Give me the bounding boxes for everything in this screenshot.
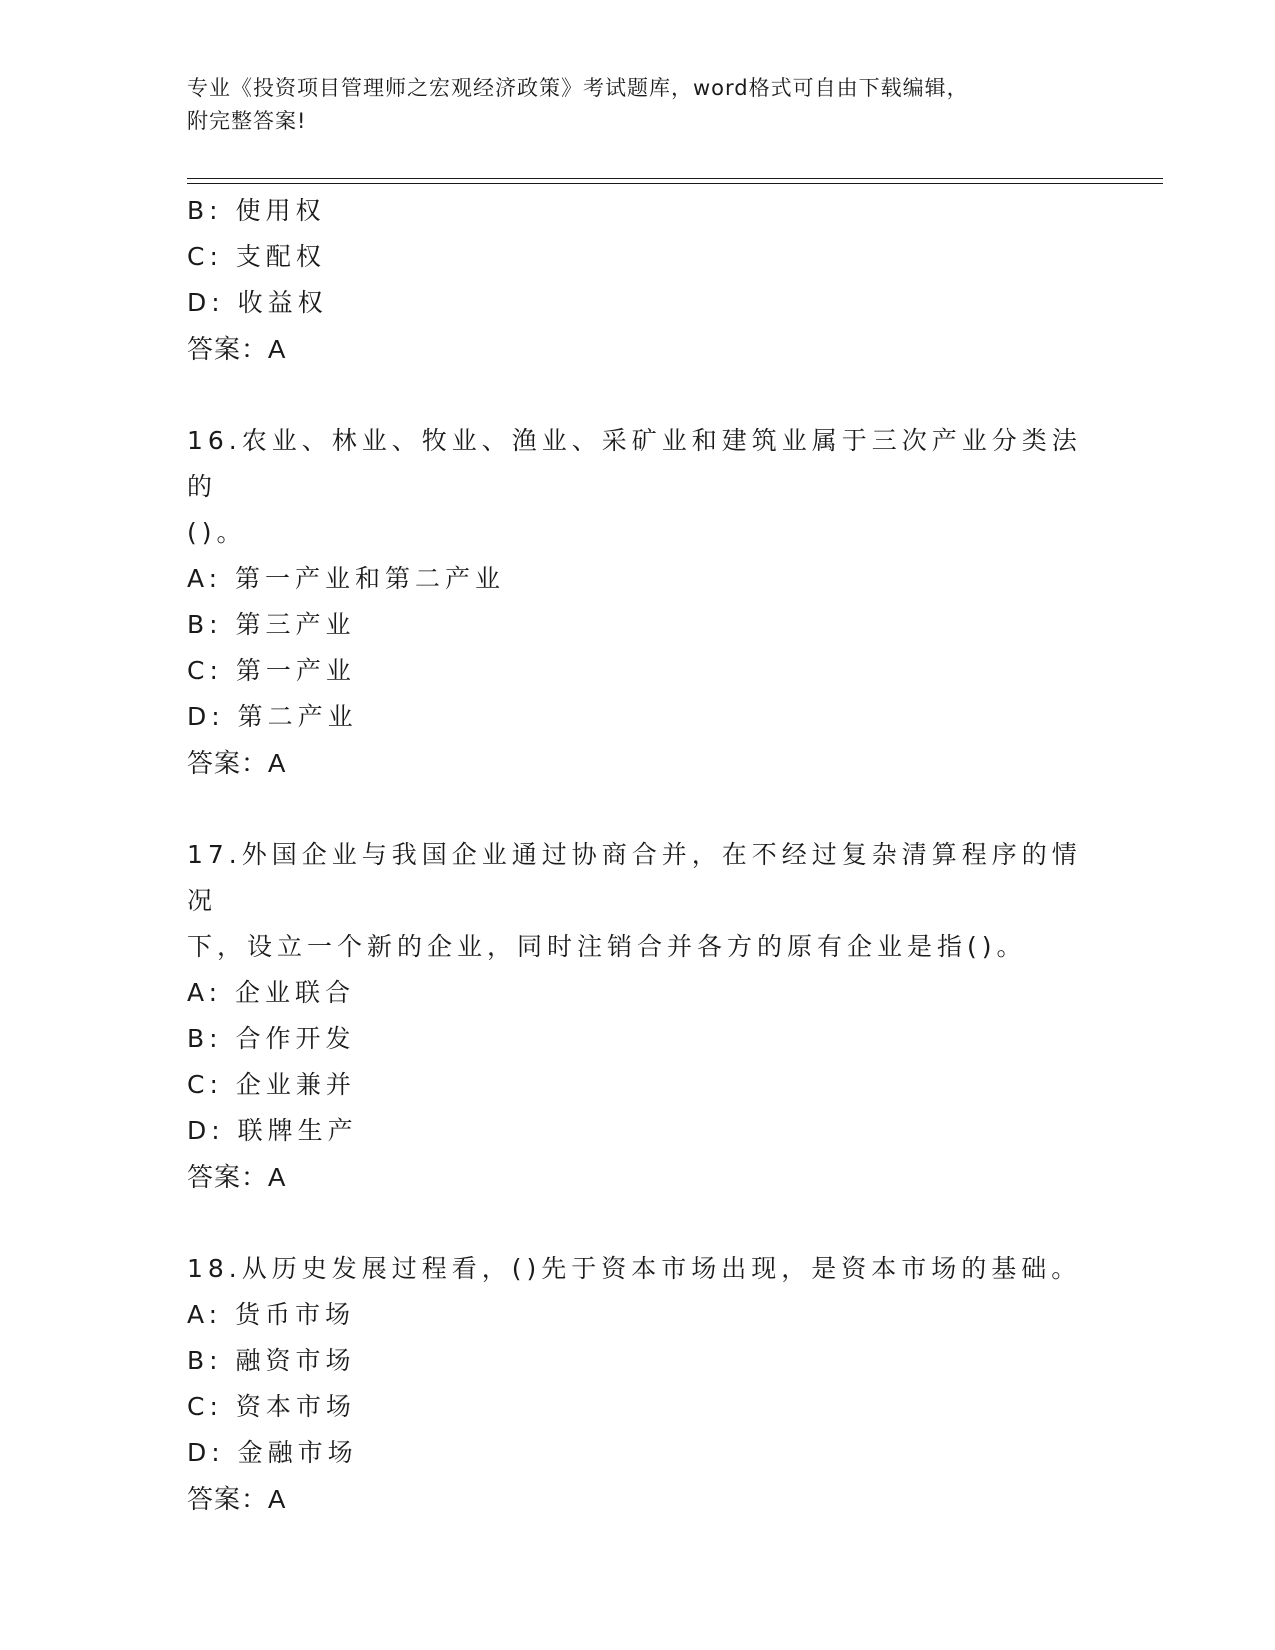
question-text-line: 16.农业、林业、牧业、渔业、采矿业和建筑业属于三次产业分类法的 xyxy=(187,426,1082,501)
header-line-2: 附完整答案! xyxy=(187,109,307,133)
option-c: C: 企业兼并 xyxy=(187,1070,356,1099)
answer: 答案：A xyxy=(187,748,287,778)
option-d: D: 第二产业 xyxy=(187,702,358,731)
question-text-line: 17.外国企业与我国企业通过协商合并，在不经过复杂清算程序的情况 xyxy=(187,840,1082,915)
document-body xyxy=(187,188,1087,1522)
option-d: D: 联牌生产 xyxy=(187,1116,358,1145)
option-b: B: 合作开发 xyxy=(187,1024,356,1053)
answer: 答案：A xyxy=(187,334,287,364)
spacer xyxy=(187,786,1087,832)
option-b: B: 使用权 xyxy=(187,196,326,225)
answer: 答案：A xyxy=(187,1162,287,1192)
question-text-line: ()。 xyxy=(187,518,247,547)
option-b: B: 第三产业 xyxy=(187,610,356,639)
question-17 xyxy=(187,832,1087,1200)
header-rule-bottom xyxy=(187,183,1163,184)
header-line-1: 专业《投资项目管理师之宏观经济政策》考试题库，word格式可自由下载编辑， xyxy=(187,76,969,100)
option-b: B: 融资市场 xyxy=(187,1346,356,1375)
option-a: A: 企业联合 xyxy=(187,978,356,1007)
question-text-line: 18.从历史发展过程看，()先于资本市场出现，是资本市场的基础。 xyxy=(187,1254,1082,1283)
question-16 xyxy=(187,418,1087,786)
question-text-line: 下，设立一个新的企业，同时注销合并各方的原有企业是指()。 xyxy=(187,932,1027,961)
spacer xyxy=(187,372,1087,418)
option-a: A: 第一产业和第二产业 xyxy=(187,564,506,593)
option-c: C: 第一产业 xyxy=(187,656,356,685)
partial-question-15 xyxy=(187,188,1087,372)
option-d: D: 金融市场 xyxy=(187,1438,358,1467)
spacer xyxy=(187,1200,1087,1246)
header-rule-top xyxy=(187,178,1163,179)
answer: 答案：A xyxy=(187,1484,287,1514)
option-d: D: 收益权 xyxy=(187,288,328,317)
option-c: C: 资本市场 xyxy=(187,1392,356,1421)
option-a: A: 货币市场 xyxy=(187,1300,356,1329)
option-c: C: 支配权 xyxy=(187,242,326,271)
question-18 xyxy=(187,1246,1087,1522)
document-header xyxy=(187,72,1067,138)
